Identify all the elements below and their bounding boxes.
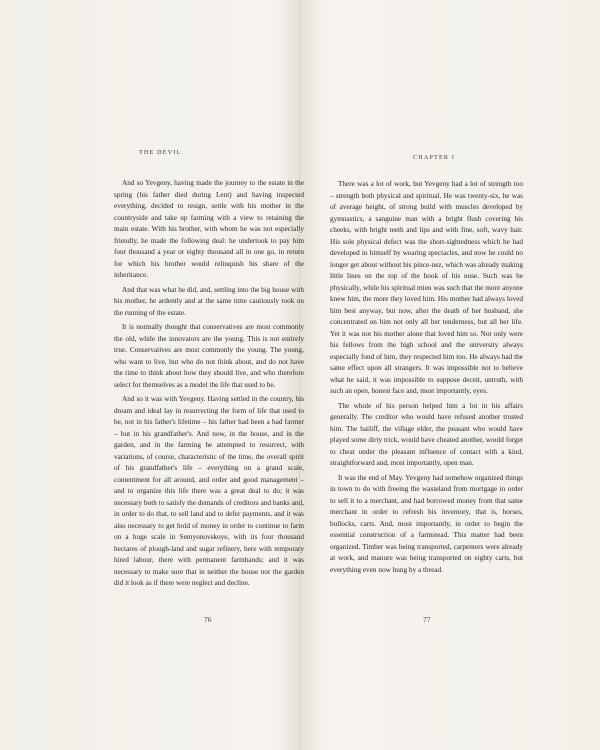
paragraph: And that was what he did, and, settling into the big house with his mother, he ardently and at the same time cautiously took on the running of the estate. — [114, 285, 304, 317]
right-page-body — [330, 179, 523, 579]
paragraph: There was a lot of work, but Yevgeny had a lot of strength too – strength both physical and spiritual. He was twenty-six, he was of average height, of strong build with muscles developed by gymnastics, a sanguine man with a bright flush covering his cheeks, with bright teeth and lips and with fine, soft, wavy hair. His sole physical defect was the short-sightedness which he had developed in himself by wearing spectacles, and now he could no longer get about without his pince-nez, which was already making little lines on the top of the hook of his nose. Such was he physically, while his spiritual mien was such that the more anyone knew him, the more they loved him. His mother had always loved him best anyway, but now, after the death of her husband, she concentrated on him not only all her tenderness, but all her life. Yet it was not his mother alone that loved him so. Not only were his fellows from the high school and the university always especially fond of him, they respected him too. He always had the same effect upon all strangers. It was impossible not to believe what he said, it was impossible to suppose deceit, untruth, with such an open, honest face and, most importantly, eyes. — [330, 180, 523, 395]
page-number-right: 77 — [423, 615, 431, 624]
paragraph: The whole of his person helped him a lot in his affairs generally. The creditor who would have refused another trusted him. The bailiff, the village elder, the peasant who would have played some dirty trick, would have cheated another, would forget to cheat under the pleasant influence of contact with a kind, straightforward and, most importantly, open man. — [330, 401, 523, 467]
paragraph: It was the end of May. Yevgeny had somehow organized things in town to do with freeing the wasteland from mortgage in order to sell it to a merchant, and had borrowed money from that same merchant in order to refresh his inventory, that is, horses, bullocks, carts. And, most importantly, in order to begin the essential construction of a farmstead. This matter had been organized. Timber was being transported, carpenters were already at work, and manure was being transported on eighty carts, but everything even now hung by a thread. — [330, 473, 523, 574]
paragraph: It is normally thought that conservatives are most commonly the old, while the innovators are the young. This is not entirely true. Conservatives are most commonly the young. The young, who want to live, but who do not think about, and do not have the time to think about how they should live, and who therefore select for themselves as a model the life that used to be. — [114, 323, 304, 389]
running-head-right: CHAPTER I — [413, 155, 456, 161]
left-page-body — [114, 178, 304, 593]
paragraph: And so Yevgeny, having made the journey to the estate in the spring (his father died during Lent) and having inspected everything, decided to resign, settle with his mother in the countryside and take up farming with a view to retaining the main estate. With his brother, with whom he was not especially friendly, he made the following deal: he undertook to pay him four thousand a year or eighty thousand all in one go, in return for which his brother would relinquish his share of the inheritance. — [114, 179, 304, 279]
paragraph: And so it was with Yevgeny. Having settled in the country, his dream and ideal lay in resurrecting the form of life that used to be, not in his father's lifetime – his father had been a bad farmer – but in his grandfather's. And now, in the house, and in the garden, and in the farming he attempted to resurrect, with variations, of course, characteristic of the time, the overall spirit of his grandfather's life – everything on a grand scale, contentment for all around, and order and good management – and to organize this life there was a great deal to do; it was necessary both to satisfy the demands of creditors and banks and, in order to do that, to sell land and to defer payments, and it was also necessary to get hold of money in order to continue to farm on a huge scale in Semyonovskoye, with its four thousand hectares of plough-land and sugar refinery, here with temporary hired labour, there with permanent farmhands; and it was necessary to make sure that in neither the house nor the garden did it look as if there were neglect and decline. — [114, 395, 304, 587]
running-head-left: THE DEVIL — [139, 150, 182, 156]
page-number-left: 76 — [204, 615, 212, 624]
